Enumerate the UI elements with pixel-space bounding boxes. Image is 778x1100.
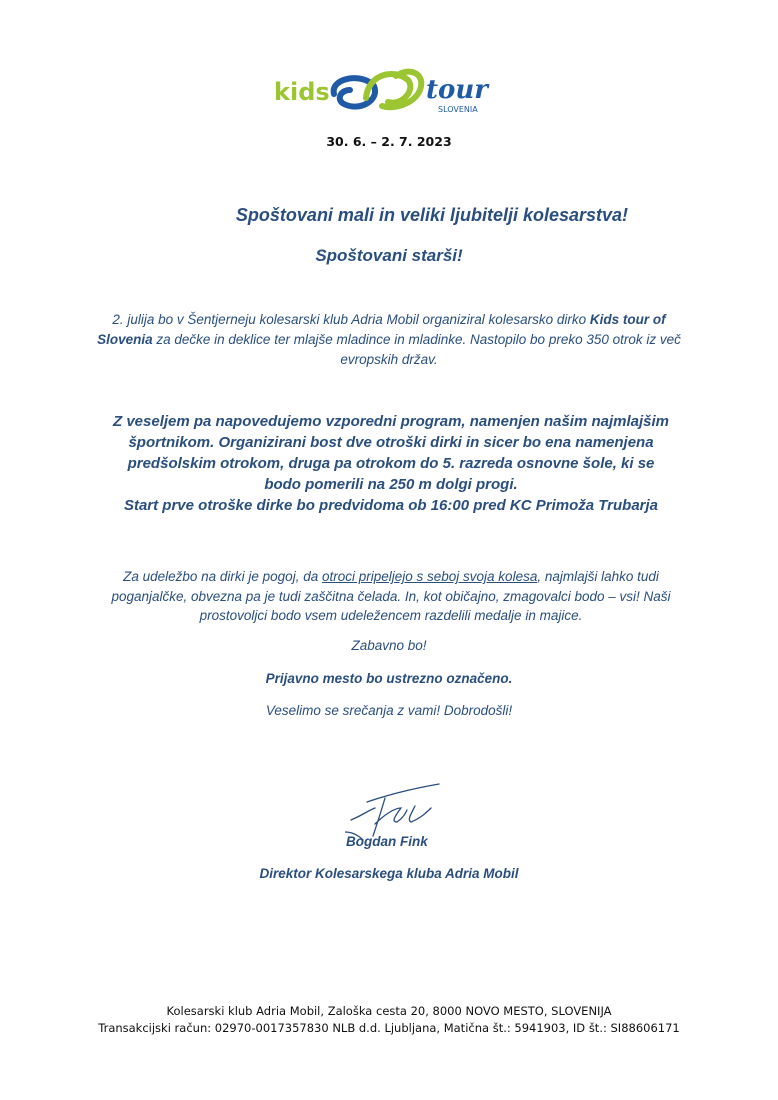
program-paragraph <box>86 411 696 516</box>
conditions-paragraph <box>86 567 696 626</box>
footer-address: Kolesarski klub Adria Mobil, Zaloška cesta 20, 8000 NOVO MESTO, SLOVENIJA <box>166 1004 612 1018</box>
logo-tour-text: tour <box>426 75 488 105</box>
program-line: Z veseljem pa napovedujemo vzporedni program, namenjen našim najmlajšim <box>113 413 669 430</box>
event-date: 30. 6. – 2. 7. 2023 <box>326 134 452 149</box>
program-start-line: Start prve otroške dirke bo predvidoma ob 16:00 pred KC Primoža Trubarja <box>123 497 659 514</box>
signer-role: Direktor Kolesarskega kluba Adria Mobil <box>259 866 519 881</box>
greeting-parents: Spoštovani starši! <box>315 246 463 265</box>
footer-bank-details: Transakcijski račun: 02970-0017357830 NLB d.d. Ljubljana, Matična št.: 5941903, ID št.: SI88606171 <box>98 1021 680 1035</box>
logo-slovenia-text: SLOVENIA <box>438 105 478 114</box>
conditions-part1: Za udeležbo na dirki je pogoj, da <box>123 569 322 584</box>
kids-tour-logo <box>270 60 500 122</box>
conditions-part2: , najmlajši lahko tudi poganjalčke, obvezna pa je tudi zaščitna čelada. In, kot običajno, zmagovalci bodo – vsi! Naši prostovoljci bodo vsem udeležencem razdelili medalje in majice. <box>111 569 671 623</box>
intro-text-part2: za dečke in deklice ter mlajše mladince in mladinke. Nastopilo bo preko 350 otrok iz več evropskih držav. <box>152 332 681 367</box>
program-line: predšolskim otrokom, druga pa otrokom do 5. razreda osnovne šole, ki se <box>127 455 655 472</box>
event-name: Kids tour of Slovenia <box>97 312 666 347</box>
fun-line: Zabavno bo! <box>351 638 427 653</box>
greeting-title: Spoštovani mali in veliki ljubitelji kolesarstva! <box>235 205 629 225</box>
conditions-underlined: otroci pripeljejo s seboj svoja kolesa <box>321 569 538 584</box>
signer-name: Bogdan Fink <box>346 834 428 849</box>
program-line: bodo pomerili na 250 m dolgi progi. <box>264 476 518 493</box>
registration-line: Prijavno mesto bo ustrezno označeno. <box>265 671 513 686</box>
logo-kids-text: kids <box>274 78 330 106</box>
intro-text-part1: 2. julija bo v Šentjerneju kolesarski klub Adria Mobil organiziral kolesarsko dirko <box>112 312 590 327</box>
welcome-line: Veselimo se srečanja z vami! Dobrodošli! <box>265 703 513 718</box>
program-line: športnikom. Organizirani bost dve otroški dirki in sicer bo ena namenjena <box>128 434 654 451</box>
intro-paragraph <box>88 310 690 370</box>
